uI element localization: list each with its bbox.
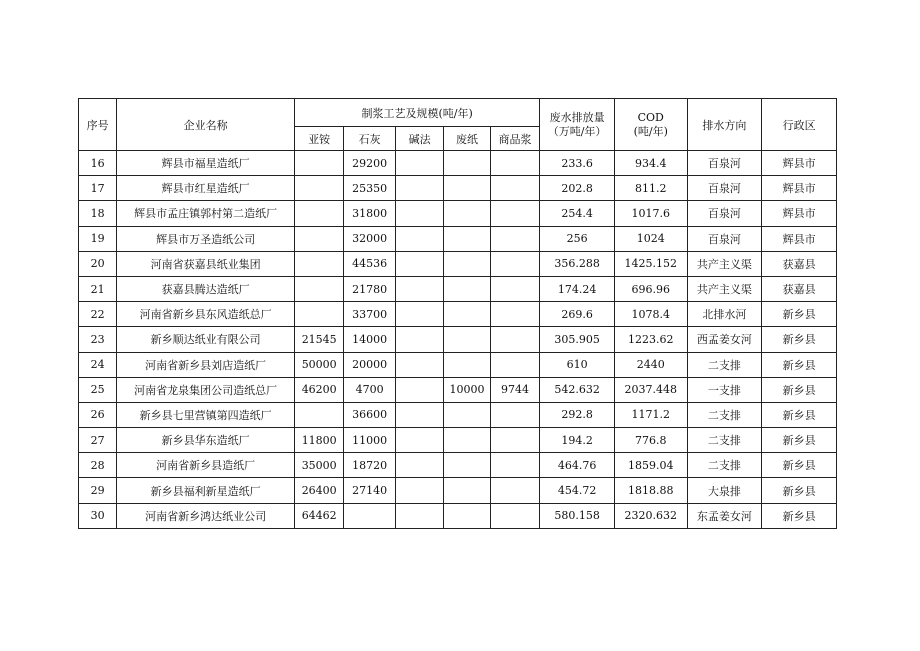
cell-shangpin xyxy=(490,276,540,301)
cell-name: 新乡县福利新星造纸厂 xyxy=(117,478,295,503)
cell-name: 辉县市红星造纸厂 xyxy=(117,176,295,201)
cell-shihui xyxy=(344,503,395,528)
cell-wastewater: 464.76 xyxy=(540,453,615,478)
cell-jianfa xyxy=(395,478,443,503)
cell-cod: 2440 xyxy=(614,352,687,377)
cell-shihui: 27140 xyxy=(344,478,395,503)
cell-region: 新乡县 xyxy=(762,428,837,453)
cell-shangpin xyxy=(490,327,540,352)
cell-region: 辉县市 xyxy=(762,226,837,251)
table-row xyxy=(79,377,837,402)
cell-wastewater: 580.158 xyxy=(540,503,615,528)
table-row xyxy=(79,327,837,352)
cell-shihui: 14000 xyxy=(344,327,395,352)
cell-feizhi xyxy=(444,453,490,478)
table-row xyxy=(79,226,837,251)
cell-name: 新乡县华东造纸厂 xyxy=(117,428,295,453)
header-region: 行政区 xyxy=(762,99,837,151)
header-wastewater xyxy=(540,99,615,151)
cell-direction: 北排水河 xyxy=(687,302,762,327)
cell-feizhi xyxy=(444,302,490,327)
cell-feizhi xyxy=(444,176,490,201)
cell-name: 辉县市万圣造纸公司 xyxy=(117,226,295,251)
cell-shihui: 20000 xyxy=(344,352,395,377)
table-row xyxy=(79,276,837,301)
cell-wastewater: 256 xyxy=(540,226,615,251)
cell-shangpin xyxy=(490,402,540,427)
cell-shihui: 33700 xyxy=(344,302,395,327)
cell-cod: 934.4 xyxy=(614,151,687,176)
header-wastewater-line2: （万吨/年） xyxy=(547,124,607,138)
cell-wastewater: 305.905 xyxy=(540,327,615,352)
cell-yaan: 46200 xyxy=(294,377,343,402)
cell-region: 新乡县 xyxy=(762,352,837,377)
cell-region: 获嘉县 xyxy=(762,251,837,276)
header-name: 企业名称 xyxy=(117,99,295,151)
cell-wastewater: 356.288 xyxy=(540,251,615,276)
header-direction: 排水方向 xyxy=(687,99,762,151)
cell-jianfa xyxy=(395,176,443,201)
cell-cod: 1223.62 xyxy=(614,327,687,352)
cell-yaan: 35000 xyxy=(294,453,343,478)
cell-feizhi xyxy=(444,503,490,528)
cell-wastewater: 194.2 xyxy=(540,428,615,453)
cell-shihui: 21780 xyxy=(344,276,395,301)
cell-shihui: 31800 xyxy=(344,201,395,226)
cell-direction: 二支排 xyxy=(687,428,762,453)
cell-feizhi xyxy=(444,478,490,503)
cell-direction: 百泉河 xyxy=(687,151,762,176)
cell-shangpin xyxy=(490,453,540,478)
cell-shangpin xyxy=(490,251,540,276)
table-row xyxy=(79,428,837,453)
cell-seq: 16 xyxy=(79,151,117,176)
cell-seq: 19 xyxy=(79,226,117,251)
cell-name: 新乡顺达纸业有限公司 xyxy=(117,327,295,352)
cell-name: 河南省获嘉县纸业集团 xyxy=(117,251,295,276)
cell-name: 河南省龙泉集团公司造纸总厂 xyxy=(117,377,295,402)
table-row xyxy=(79,503,837,528)
header-process-group: 制浆工艺及规模(吨/年) xyxy=(294,99,539,127)
cell-seq: 28 xyxy=(79,453,117,478)
cell-seq: 29 xyxy=(79,478,117,503)
cell-seq: 22 xyxy=(79,302,117,327)
header-cod-line1: COD xyxy=(637,110,664,124)
cell-shangpin xyxy=(490,176,540,201)
cell-region: 辉县市 xyxy=(762,151,837,176)
header-feizhi: 废纸 xyxy=(444,127,490,151)
cell-wastewater: 202.8 xyxy=(540,176,615,201)
cell-cod: 1171.2 xyxy=(614,402,687,427)
cell-yaan xyxy=(294,201,343,226)
cell-seq: 21 xyxy=(79,276,117,301)
cell-cod: 1425.152 xyxy=(614,251,687,276)
cell-jianfa xyxy=(395,201,443,226)
header-jianfa: 碱法 xyxy=(395,127,443,151)
cell-direction: 东孟姜女河 xyxy=(687,503,762,528)
cell-shangpin: 9744 xyxy=(490,377,540,402)
header-seq: 序号 xyxy=(79,99,117,151)
cell-yaan xyxy=(294,302,343,327)
cell-seq: 25 xyxy=(79,377,117,402)
cell-feizhi xyxy=(444,327,490,352)
cell-yaan: 64462 xyxy=(294,503,343,528)
cell-yaan: 11800 xyxy=(294,428,343,453)
cell-feizhi xyxy=(444,151,490,176)
cell-name: 河南省新乡县造纸厂 xyxy=(117,453,295,478)
header-cod xyxy=(614,99,687,151)
paper-mill-table xyxy=(78,98,837,529)
cell-name: 辉县市福星造纸厂 xyxy=(117,151,295,176)
cell-feizhi: 10000 xyxy=(444,377,490,402)
cell-cod: 2320.632 xyxy=(614,503,687,528)
cell-region: 新乡县 xyxy=(762,453,837,478)
cell-feizhi xyxy=(444,201,490,226)
table-row xyxy=(79,176,837,201)
cell-shangpin xyxy=(490,302,540,327)
cell-cod: 2037.448 xyxy=(614,377,687,402)
cell-wastewater: 610 xyxy=(540,352,615,377)
cell-seq: 23 xyxy=(79,327,117,352)
header-cod-line2: (吨/年) xyxy=(633,124,668,138)
cell-wastewater: 542.632 xyxy=(540,377,615,402)
cell-shangpin xyxy=(490,503,540,528)
cell-direction: 百泉河 xyxy=(687,201,762,226)
cell-shihui: 29200 xyxy=(344,151,395,176)
cell-shihui: 25350 xyxy=(344,176,395,201)
cell-jianfa xyxy=(395,377,443,402)
table-row xyxy=(79,201,837,226)
header-yaan: 亚铵 xyxy=(294,127,343,151)
table-row xyxy=(79,453,837,478)
cell-direction: 共产主义渠 xyxy=(687,251,762,276)
cell-feizhi xyxy=(444,251,490,276)
cell-wastewater: 269.6 xyxy=(540,302,615,327)
cell-seq: 20 xyxy=(79,251,117,276)
cell-wastewater: 292.8 xyxy=(540,402,615,427)
cell-yaan xyxy=(294,151,343,176)
cell-direction: 共产主义渠 xyxy=(687,276,762,301)
cell-name: 新乡县七里营镇第四造纸厂 xyxy=(117,402,295,427)
cell-seq: 27 xyxy=(79,428,117,453)
cell-yaan xyxy=(294,276,343,301)
cell-jianfa xyxy=(395,302,443,327)
cell-region: 辉县市 xyxy=(762,201,837,226)
cell-shihui: 11000 xyxy=(344,428,395,453)
cell-yaan: 21545 xyxy=(294,327,343,352)
table-row xyxy=(79,151,837,176)
cell-seq: 30 xyxy=(79,503,117,528)
cell-direction: 大泉排 xyxy=(687,478,762,503)
cell-feizhi xyxy=(444,428,490,453)
cell-shangpin xyxy=(490,352,540,377)
cell-jianfa xyxy=(395,402,443,427)
cell-shangpin xyxy=(490,428,540,453)
cell-direction: 百泉河 xyxy=(687,176,762,201)
table-row xyxy=(79,402,837,427)
cell-wastewater: 454.72 xyxy=(540,478,615,503)
cell-jianfa xyxy=(395,276,443,301)
cell-cod: 1078.4 xyxy=(614,302,687,327)
cell-jianfa xyxy=(395,226,443,251)
cell-cod: 1024 xyxy=(614,226,687,251)
cell-direction: 西孟姜女河 xyxy=(687,327,762,352)
cell-yaan xyxy=(294,402,343,427)
cell-cod: 1818.88 xyxy=(614,478,687,503)
table-row xyxy=(79,251,837,276)
cell-shihui: 36600 xyxy=(344,402,395,427)
cell-yaan xyxy=(294,176,343,201)
cell-jianfa xyxy=(395,428,443,453)
cell-wastewater: 233.6 xyxy=(540,151,615,176)
cell-region: 新乡县 xyxy=(762,377,837,402)
cell-jianfa xyxy=(395,327,443,352)
cell-wastewater: 254.4 xyxy=(540,201,615,226)
cell-region: 新乡县 xyxy=(762,302,837,327)
cell-feizhi xyxy=(444,402,490,427)
cell-name: 河南省新乡县刘店造纸厂 xyxy=(117,352,295,377)
cell-shihui: 4700 xyxy=(344,377,395,402)
table-row xyxy=(79,352,837,377)
cell-region: 新乡县 xyxy=(762,402,837,427)
cell-shihui: 32000 xyxy=(344,226,395,251)
table-row xyxy=(79,302,837,327)
cell-region: 新乡县 xyxy=(762,503,837,528)
cell-yaan: 26400 xyxy=(294,478,343,503)
cell-name: 辉县市孟庄镇郭村第二造纸厂 xyxy=(117,201,295,226)
cell-jianfa xyxy=(395,352,443,377)
cell-shangpin xyxy=(490,226,540,251)
cell-seq: 18 xyxy=(79,201,117,226)
cell-shangpin xyxy=(490,478,540,503)
cell-feizhi xyxy=(444,352,490,377)
cell-shangpin xyxy=(490,151,540,176)
cell-jianfa xyxy=(395,503,443,528)
cell-cod: 811.2 xyxy=(614,176,687,201)
cell-seq: 26 xyxy=(79,402,117,427)
cell-yaan xyxy=(294,226,343,251)
cell-jianfa xyxy=(395,151,443,176)
cell-region: 辉县市 xyxy=(762,176,837,201)
table-body xyxy=(79,151,837,529)
cell-jianfa xyxy=(395,251,443,276)
cell-yaan: 50000 xyxy=(294,352,343,377)
cell-direction: 二支排 xyxy=(687,402,762,427)
cell-name: 河南省新乡县东风造纸总厂 xyxy=(117,302,295,327)
cell-jianfa xyxy=(395,453,443,478)
cell-cod: 776.8 xyxy=(614,428,687,453)
cell-direction: 二支排 xyxy=(687,352,762,377)
header-wastewater-line1: 废水排放量 xyxy=(549,110,605,124)
cell-shihui: 44536 xyxy=(344,251,395,276)
cell-region: 获嘉县 xyxy=(762,276,837,301)
cell-name: 获嘉县腾达造纸厂 xyxy=(117,276,295,301)
cell-cod: 1859.04 xyxy=(614,453,687,478)
cell-name: 河南省新乡鸿达纸业公司 xyxy=(117,503,295,528)
cell-direction: 二支排 xyxy=(687,453,762,478)
cell-region: 新乡县 xyxy=(762,327,837,352)
header-shihui: 石灰 xyxy=(344,127,395,151)
cell-cod: 696.96 xyxy=(614,276,687,301)
cell-region: 新乡县 xyxy=(762,478,837,503)
cell-shihui: 18720 xyxy=(344,453,395,478)
header-shangpin: 商品浆 xyxy=(490,127,540,151)
cell-direction: 一支排 xyxy=(687,377,762,402)
table-row xyxy=(79,478,837,503)
cell-cod: 1017.6 xyxy=(614,201,687,226)
cell-seq: 17 xyxy=(79,176,117,201)
cell-yaan xyxy=(294,251,343,276)
cell-wastewater: 174.24 xyxy=(540,276,615,301)
cell-direction: 百泉河 xyxy=(687,226,762,251)
cell-feizhi xyxy=(444,226,490,251)
cell-shangpin xyxy=(490,201,540,226)
cell-seq: 24 xyxy=(79,352,117,377)
cell-feizhi xyxy=(444,276,490,301)
